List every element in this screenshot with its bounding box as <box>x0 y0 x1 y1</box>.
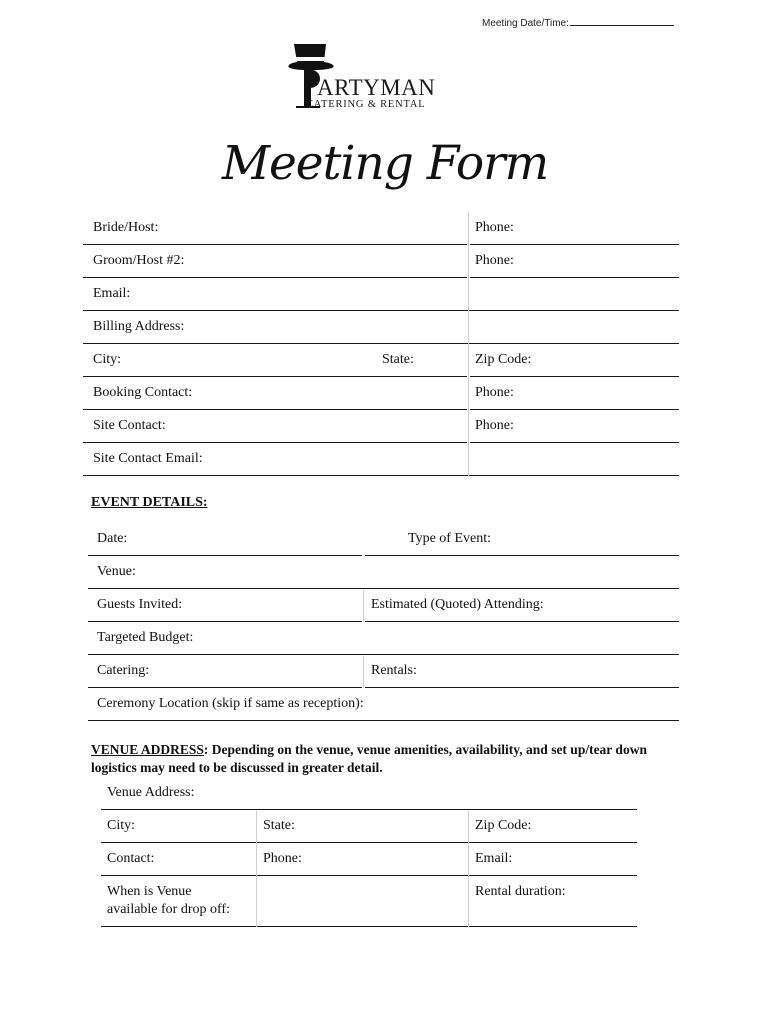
venue-address-heading: VENUE ADDRESS <box>91 742 204 757</box>
venue-address-note <box>91 741 691 777</box>
meeting-datetime-label: Meeting Date/Time: <box>482 18 569 29</box>
rental-duration-label: Rental duration: <box>475 884 566 899</box>
venue-line[interactable] <box>88 588 679 589</box>
venue-available-label-1: When is Venue <box>107 884 192 899</box>
venue-divider-2 <box>468 811 469 927</box>
ceremony-location-line[interactable] <box>88 720 679 721</box>
phone-label-4: Phone: <box>475 418 514 433</box>
booking-contact-line[interactable] <box>83 409 467 410</box>
zip-code-label: Zip Code: <box>475 352 532 367</box>
targeted-budget-label: Targeted Budget: <box>97 630 194 645</box>
venue-address-line[interactable] <box>101 809 637 810</box>
form-title: Meeting Form <box>221 136 549 191</box>
venue-city-line[interactable] <box>101 842 637 843</box>
venue-contact-line[interactable] <box>101 875 637 876</box>
date-line[interactable] <box>88 555 362 556</box>
venue-label: Venue: <box>97 564 136 579</box>
venue-phone-label: Phone: <box>263 851 302 866</box>
guests-invited-line[interactable] <box>88 621 362 622</box>
rentals-label: Rentals: <box>371 663 417 678</box>
guests-invited-label: Guests Invited: <box>97 597 183 612</box>
venue-address-note-text: : Depending on the venue, venue amenities, availability, and set up/tear down logistics may need to be discussed in greater detail. <box>91 742 647 775</box>
venue-city-label: City: <box>107 818 136 833</box>
column-divider <box>468 212 469 476</box>
email-line[interactable] <box>83 310 679 311</box>
estimated-attending-label: Estimated (Quoted) Attending: <box>371 597 544 612</box>
type-of-event-line[interactable] <box>365 555 679 556</box>
phone-line-1[interactable] <box>470 244 679 245</box>
rentals-line[interactable] <box>365 687 679 688</box>
phone-line-3[interactable] <box>470 409 679 410</box>
event-divider-1 <box>363 590 364 622</box>
email-label: Email: <box>93 286 131 301</box>
bride-host-line[interactable] <box>83 244 467 245</box>
venue-divider-1 <box>256 811 257 927</box>
type-of-event-label: Type of Event: <box>408 531 491 546</box>
site-contact-line[interactable] <box>83 442 467 443</box>
groom-host-label: Groom/Host #2: <box>93 253 185 268</box>
phone-label-2: Phone: <box>475 253 514 268</box>
phone-label-1: Phone: <box>475 220 514 235</box>
phone-line-4[interactable] <box>470 442 679 443</box>
meeting-datetime-field[interactable] <box>482 16 674 29</box>
booking-contact-label: Booking Contact: <box>93 385 193 400</box>
bride-host-label: Bride/Host: <box>93 220 159 235</box>
logo-subtitle: CATERING & RENTAL <box>306 99 426 110</box>
site-contact-email-label: Site Contact Email: <box>93 451 203 466</box>
phone-label-3: Phone: <box>475 385 514 400</box>
billing-address-label: Billing Address: <box>93 319 185 334</box>
venue-available-label-2: available for drop off: <box>107 902 230 917</box>
city-label: City: <box>93 352 122 367</box>
state-label: State: <box>382 352 414 367</box>
catering-label: Catering: <box>97 663 150 678</box>
event-divider-2 <box>363 656 364 688</box>
venue-state-label: State: <box>263 818 295 833</box>
site-contact-label: Site Contact: <box>93 418 166 433</box>
venue-zip-code-label: Zip Code: <box>475 818 532 833</box>
venue-address-label: Venue Address: <box>107 785 195 800</box>
logo-wordmark: ARTYMAN <box>317 75 436 100</box>
event-details-heading-text: EVENT DETAILS: <box>91 495 208 510</box>
phone-line-2[interactable] <box>470 277 679 278</box>
zip-code-line[interactable] <box>470 376 679 377</box>
meeting-datetime-blank[interactable] <box>570 16 674 26</box>
groom-host-line[interactable] <box>83 277 467 278</box>
catering-line[interactable] <box>88 687 362 688</box>
venue-email-label: Email: <box>475 851 513 866</box>
date-label: Date: <box>97 531 128 546</box>
estimated-attending-line[interactable] <box>365 621 679 622</box>
site-contact-email-line[interactable] <box>83 475 679 476</box>
targeted-budget-line[interactable] <box>88 654 679 655</box>
city-state-line[interactable] <box>83 376 467 377</box>
billing-address-line[interactable] <box>83 343 679 344</box>
ceremony-location-label: Ceremony Location (skip if same as reception): <box>97 696 364 711</box>
event-details-heading <box>91 495 208 511</box>
venue-available-line[interactable] <box>101 926 637 927</box>
venue-contact-label: Contact: <box>107 851 155 866</box>
